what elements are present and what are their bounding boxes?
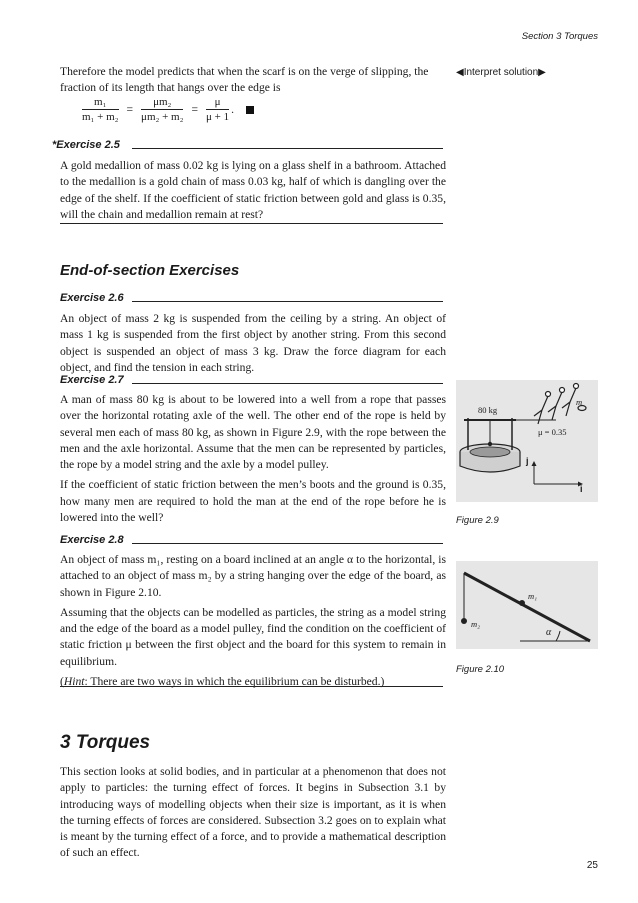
fraction-2-numerator: μm₂ (141, 96, 183, 110)
inclined-board-diagram (456, 561, 598, 649)
exercise-2-6-rule (132, 301, 443, 302)
page-number: 25 (586, 860, 598, 871)
exercise-2-7-rule (132, 383, 443, 384)
section-3-heading: 3 Torques (60, 732, 151, 753)
fraction-2 (141, 96, 183, 123)
fraction-equation (80, 96, 254, 123)
equals-sign: = (126, 103, 134, 116)
figure-2-9 (456, 380, 598, 502)
exercise-2-5-body (60, 158, 446, 223)
figure-2-9-axis-i: i (580, 484, 583, 494)
exercise-2-5-text: A gold medallion of mass 0.02 kg is lying on a glass shelf in a bathroom. Attached to the medallion is a gold chain of mass 0.03 kg, half of which is dangling over the edge of the shelf. If the coefficient of static friction between gold and glass is 0.35, will the chain and medallion remain at rest? (60, 159, 446, 221)
hint-text: : There are two ways in which the equilibrium can be disturbed.) (84, 675, 385, 689)
exercise-2-5-heading: *Exercise 2.5 (52, 139, 120, 151)
equals-sign: = (191, 103, 198, 116)
fraction-2-denominator: μm₂ + m₂ (141, 111, 184, 123)
exercise-2-7-body (60, 392, 446, 526)
figure-2-10-alpha-label: α (546, 627, 552, 638)
section-3-text: This section looks at solid bodies, and in particular at a phenomenon that does not apply to particles: the turning effect of forces. It begins in Subsection 3.1 by introducing ways of modelling objects when their size is important, as it is when the turning effects of forces are considered. Subsection 3.2 goes on to explain what is meant by the turning effect of a force, and to provide a mathematical description of such an effect. (60, 765, 446, 860)
exercise-2-8-body (60, 552, 446, 690)
figure-2-9-axis-j: j (526, 456, 529, 466)
intro-text: Therefore the model predicts that when the scarf is on the verge of slipping, the fraction of its length that hangs over the edge is (60, 65, 429, 95)
figure-2-10-caption: Figure 2.10 (456, 664, 505, 675)
figure-2-9-mass-label: 80 kg (478, 405, 498, 415)
end-of-section-heading: End-of-section Exercises (60, 262, 240, 279)
exercise-2-7-paragraph-2: If the coefficient of static friction between the men’s boots and the ground is 0.35, how many men are required to hold the man at the end of the rope before he is lowered into the well? (60, 478, 446, 525)
exercise-2-5-rule-bottom (60, 223, 443, 224)
exercise-2-7-heading: Exercise 2.7 (60, 374, 124, 386)
exercise-2-7-paragraph-1: A man of mass 80 kg is about to be lowered into a well from a rope that passes over the horizontal rotating axle of the well. The other end of the rope is held by several men each of mass 80 kg, as shown in Figure 2.9, with the rope between the men and the axle horizontal. Assume that the men can be represented by particles, the rope by a model string and the axle by a model pulley. (60, 393, 446, 472)
fraction-1-numerator: m₁ (82, 96, 119, 110)
fraction-1 (82, 96, 119, 123)
fraction-3-numerator: μ (206, 96, 229, 110)
exercise-2-5-rule-top (132, 148, 443, 149)
end-of-solution-square-icon (246, 106, 254, 114)
figure-2-10-m1-label: m₁ (528, 591, 538, 601)
hint-label: Hint (63, 675, 85, 689)
exercise-2-8-paragraph-2: Assuming that the objects can be modelled as particles, the string as a model string and the edge of the board as a model pulley, find the condition on the coefficient of static friction μ between the first object and the board for this system to remain in equilibrium. (60, 605, 446, 668)
figure-2-9-caption: Figure 2.9 (456, 515, 499, 526)
fraction-3-denominator: μ + 1 (205, 111, 230, 123)
exercise-2-6-body (60, 311, 446, 376)
figure-2-9-mu-label: μ = 0.35 (538, 427, 567, 437)
exercise-2-8-rule-bottom (60, 686, 443, 687)
exercise-2-8-rule (132, 543, 443, 544)
figure-2-9-m-label: m (576, 397, 583, 407)
equation-period: . (231, 103, 234, 116)
intro-paragraph (60, 64, 446, 97)
exercise-2-6-text: An object of mass 2 kg is suspended from the ceiling by a string. An object of mass 1 kg is suspended from the first object by another string. From this second object is suspended an object of mass 3 kg. Draw the force diagram for each object, and find the tension in each string. (60, 312, 446, 374)
section-3-body (60, 764, 446, 862)
figure-2-10 (456, 561, 598, 649)
fraction-1-denominator: m₁ + m₂ (82, 111, 119, 123)
exercise-2-8-hint: (Hint: There are two ways in which the equilibrium can be disturbed.) (60, 675, 385, 689)
exercise-2-8-paragraph-1: An object of mass m₁, resting on a board inclined at an angle α to the horizontal, is attached to an object of mass m₂ by a string hanging over the edge of the board, as shown in Figure 2.10. (60, 553, 446, 599)
fraction-3 (206, 96, 229, 123)
running-head: Section 3 Torques (521, 31, 598, 42)
exercise-2-6-heading: Exercise 2.6 (60, 292, 124, 304)
interpret-solution-link[interactable]: ◀Interpret solution▶ (456, 67, 546, 78)
exercise-2-8-heading: Exercise 2.8 (60, 534, 124, 546)
figure-2-10-m2-label: m₂ (471, 619, 481, 629)
